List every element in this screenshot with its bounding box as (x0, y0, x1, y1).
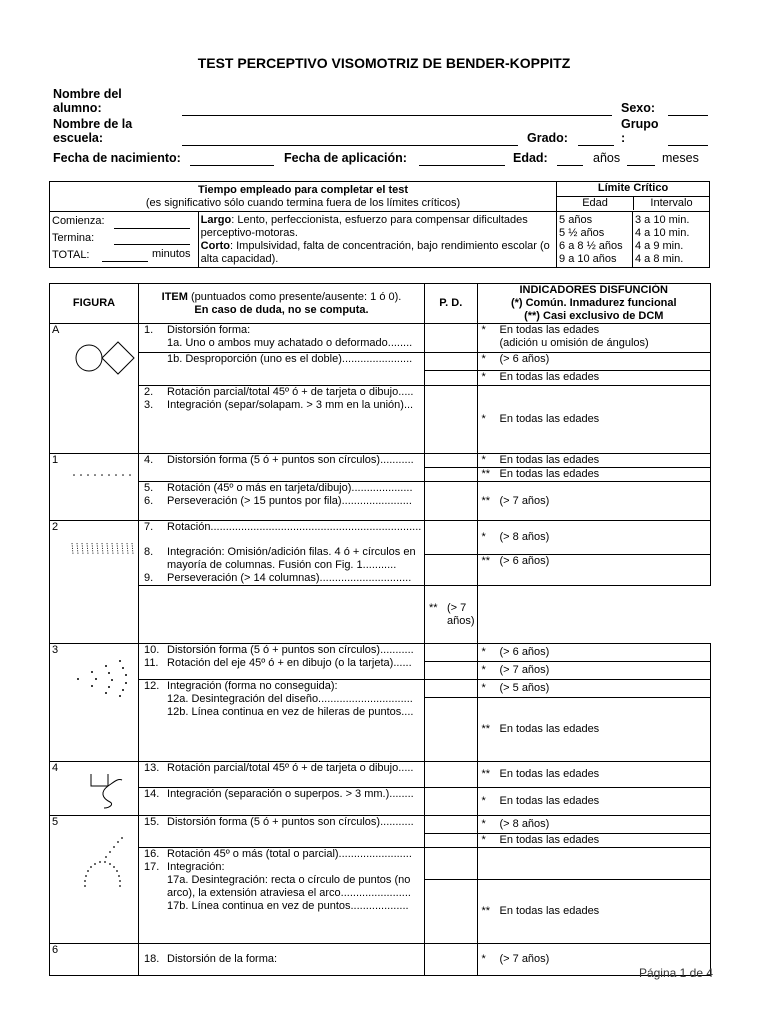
col-item-label: ITEM (161, 290, 188, 303)
indicator-star: * (481, 664, 486, 676)
col-pd-header: P. D. (424, 284, 477, 324)
item-number: 8. (144, 546, 154, 558)
indicator-star: * (481, 953, 486, 965)
indicator-text: En todas las edades (499, 834, 600, 846)
col-ind-line2: (*) Común. Inmadurez funcional (510, 297, 677, 309)
indicador-cell (477, 816, 711, 834)
pd-input[interactable] (424, 521, 477, 555)
indicador-cell (477, 834, 711, 848)
indicator-star: ** (481, 494, 491, 507)
col-item-header (139, 284, 425, 324)
indicator-star: * (481, 682, 486, 694)
item-number: 15. (144, 816, 160, 828)
indicator-text: (> 6 años) (499, 353, 550, 365)
item-number: 7. (144, 521, 154, 533)
indicator-text: (> 7 años) (499, 953, 550, 965)
item-7 (139, 521, 425, 586)
figura-3-drawing (72, 658, 132, 698)
item-number: 16. (144, 848, 160, 860)
figura-label: A (52, 324, 60, 336)
indicator-star: ** (481, 768, 491, 780)
item-text: Integración (separación o superpos. > 3 mm.)........ (167, 788, 414, 800)
fecha-nacimiento-field[interactable] (190, 165, 274, 166)
item-12 (139, 680, 425, 762)
tiempo-heading-text: Tiempo empleado para completar el test (197, 183, 409, 196)
indicator-text: En todas las edades (499, 723, 600, 735)
figura-5-drawing (80, 836, 130, 892)
indicador-cell (477, 680, 711, 698)
item-text: 1b. Desproporción (uno es el doble)....................... (167, 353, 413, 365)
indicator-text: (> 6 años) (499, 646, 550, 658)
figura-4-cell (50, 762, 139, 816)
tiempo-table (49, 181, 710, 268)
item-text: Rotación del eje 45º ó + en dibujo (o la tarjeta)...... (167, 657, 412, 669)
pd-input[interactable] (424, 848, 477, 880)
item-number: 11. (144, 657, 159, 669)
indicator-star: * (481, 646, 486, 658)
item-14 (139, 788, 425, 816)
indicator-star: ** (481, 723, 491, 735)
pd-input[interactable] (424, 880, 477, 944)
indicator-text: (adición u omisión de ángulos) (499, 337, 649, 349)
item-text: Rotación parcial/total 45º ó + de tarjeta o dibujo..... (167, 386, 414, 398)
indicator-text: En todas las edades (499, 795, 600, 807)
indicator-text: En todas las edades (499, 468, 600, 480)
pd-input[interactable] (424, 468, 477, 482)
indicator-star: * (481, 818, 486, 830)
edad-value: 5 ½ años (559, 227, 605, 239)
figura-4-drawing (88, 766, 128, 810)
indicador-cell (477, 324, 711, 353)
item-number: 4. (144, 454, 154, 466)
comienza-label: Comienza: (52, 215, 105, 227)
indicator-star: ** (481, 905, 491, 917)
grado-label: Grado: (527, 131, 568, 145)
largo-desc: : Lento, perfeccionista, esfuerzo para compensar dificultades perceptivo-motoras. (200, 214, 528, 239)
item-13 (139, 762, 425, 788)
tiempo-descripcion (198, 212, 556, 268)
item-text: Integración: (167, 861, 225, 873)
edad-value: 5 años (559, 214, 593, 226)
pd-input[interactable] (424, 788, 477, 816)
item-number: 10. (144, 644, 160, 656)
indicator-text: En todas las edades (499, 371, 600, 383)
figura-a-cell (50, 324, 139, 454)
items-16-17 (139, 848, 425, 944)
pd-input[interactable] (424, 680, 477, 698)
pd-input[interactable] (424, 482, 477, 521)
items-2-3 (139, 386, 425, 454)
pd-input[interactable] (424, 353, 477, 371)
intervalo-value: 3 a 10 min. (635, 214, 690, 226)
indicator-star: * (481, 324, 486, 336)
item-number: 9. (144, 572, 154, 584)
edad-anos-field[interactable] (557, 165, 583, 166)
intervalo-value: 4 a 8 min. (635, 253, 684, 265)
indicador-cell (477, 698, 711, 762)
figura-label: 6 (52, 944, 59, 956)
indicator-text: (> 7 años) (499, 494, 550, 507)
pd-input[interactable] (424, 371, 477, 386)
item-text: Rotación 45º o más (total o parcial)........................ (167, 848, 412, 860)
pd-input[interactable] (424, 834, 477, 848)
indicator-star: * (481, 834, 486, 846)
corto-label: Corto (200, 240, 230, 252)
pd-input[interactable] (424, 454, 477, 468)
page-number: Página 1 de 4 (638, 966, 713, 980)
indicador-cell (477, 353, 711, 371)
figura-3-cell (50, 644, 139, 762)
termina-field[interactable] (114, 244, 190, 245)
item-text: Perseveración (> 14 columnas).............................. (167, 572, 412, 584)
indicator-star: ** (481, 555, 491, 568)
item-text: Distorsión forma (5 ó + puntos son círculos)........... (167, 816, 414, 828)
indicator-text: En todas las edades (499, 768, 600, 780)
item-text: Distorsión forma (5 ó + puntos son círculos)........... (167, 454, 414, 466)
item-text: 12b. Línea continua en vez de hileras de puntos.... (167, 706, 414, 718)
item-text: Integración: Omisión/adición filas. 4 ó + círculos en mayoría de columnas. Fusión con Fig. 1........... (167, 546, 416, 571)
indicator-text: En todas las edades (499, 413, 600, 425)
fecha-aplicacion-label: Fecha de aplicación: (284, 151, 407, 165)
intervalo-value: 4 a 9 min. (635, 240, 684, 252)
nombre-alumno-field[interactable] (182, 115, 612, 116)
indicador-cell-empty (477, 848, 711, 880)
pd-input[interactable] (139, 586, 425, 644)
indicator-star: * (481, 531, 486, 544)
document-title: TEST PERCEPTIVO VISOMOTRIZ DE BENDER-KOPPITZ (197, 55, 571, 71)
indicator-text: En todas las edades (499, 324, 600, 336)
nombre-alumno-label: Nombre del alumno: (53, 87, 122, 115)
item-number: 6. (144, 495, 154, 507)
figura-2-cell (50, 521, 139, 644)
indicador-cell (477, 371, 711, 386)
indicator-text: (> 6 años) (499, 555, 550, 568)
col-ind-line1: INDICADORES DISFUNCIÓN (519, 284, 668, 296)
anos-label: años (593, 151, 621, 165)
pd-input[interactable] (424, 555, 477, 586)
indicador-cell (477, 521, 711, 555)
total-label: TOTAL: (52, 249, 90, 261)
figura-1-drawing (72, 472, 134, 478)
minutos-label: minutos (152, 248, 191, 260)
figura-label: 5 (52, 816, 59, 828)
item-15 (139, 816, 425, 848)
intervalos-cell (633, 212, 710, 268)
item-number: 17. (144, 861, 160, 873)
figura-1-cell (50, 454, 139, 521)
item-text: Integración (forma no conseguida): (167, 680, 338, 692)
col-item-note: En caso de duda, no se computa. (194, 303, 369, 316)
total-field[interactable] (102, 261, 148, 262)
item-text: Distorsión de la forma: (167, 953, 278, 965)
indicator-text: (> 7 años) (446, 601, 475, 627)
indicator-star: * (481, 454, 486, 466)
item-text: 12a. Desintegración del diseño............................... (167, 693, 413, 705)
indicador-cell (424, 586, 477, 644)
fecha-nacimiento-label: Fecha de nacimiento: (53, 151, 181, 165)
indicador-cell (477, 555, 711, 586)
figura-2-drawing (70, 541, 136, 557)
item-1 (139, 324, 425, 353)
indicador-cell (477, 644, 711, 662)
comienza-field[interactable] (114, 228, 190, 229)
edad-label: Edad: (513, 151, 548, 165)
figura-a-drawing (70, 336, 140, 380)
fecha-aplicacion-field[interactable] (419, 165, 505, 166)
figura-5-cell (50, 816, 139, 944)
item-number: 3. (144, 399, 154, 411)
item-1b (139, 353, 425, 386)
item-number: 18. (144, 953, 160, 965)
tiempo-fields (50, 212, 199, 268)
indicator-text: En todas las edades (499, 454, 600, 466)
indicador-cell (477, 880, 711, 944)
item-text: 17a. Desintegración: recta o círculo de puntos (no arco), la extensión atraviesa el arco....................... (167, 874, 411, 899)
indicador-cell (477, 482, 711, 521)
nombre-escuela-field[interactable] (182, 145, 518, 146)
col-item-desc: (puntuados como presente/ausente: 1 ó 0). (187, 290, 402, 303)
edad-value: 9 a 10 años (559, 253, 617, 265)
intervalo-col-header: Intervalo (650, 197, 693, 209)
items-5-6 (139, 482, 425, 521)
limite-critico-header (557, 182, 710, 212)
item-number: 12. (144, 680, 160, 692)
item-text: Rotación (45º o más en tarjeta/dibujo).................... (167, 482, 413, 494)
indicator-text: (> 8 años) (499, 818, 550, 830)
indicator-star: * (481, 371, 486, 383)
item-text: Distorsión forma: (167, 324, 251, 336)
pd-input[interactable] (424, 662, 477, 680)
item-number: 2. (144, 386, 154, 398)
nombre-escuela-label: Nombre de la escuela: (53, 117, 133, 145)
item-text: Perseveración (> 15 puntos por fila)....................... (167, 495, 412, 507)
items-table (49, 283, 711, 976)
indicador-cell (477, 468, 711, 482)
item-18 (139, 944, 425, 976)
col-ind-line3: (**) Casi exclusivo de DCM (524, 310, 664, 322)
item-number: 1. (144, 324, 154, 336)
item-text: Rotación..................................................................... (167, 521, 422, 533)
limite-critico-heading: Límite Crítico (557, 182, 709, 197)
item-number: 5. (144, 482, 154, 494)
edades-cell (557, 212, 633, 268)
edad-meses-field[interactable] (627, 165, 655, 166)
indicator-star: ** (481, 468, 491, 480)
pd-input[interactable] (424, 386, 477, 454)
edad-value: 6 a 8 ½ años (559, 240, 623, 252)
grado-field[interactable] (578, 145, 614, 146)
largo-label: Largo (200, 214, 232, 226)
grupo-label: Grupo : (621, 117, 659, 145)
tiempo-heading (50, 182, 557, 212)
figura-label: 1 (52, 454, 59, 466)
figura-label: 2 (52, 521, 59, 533)
sexo-field[interactable] (668, 115, 708, 116)
indicator-star: ** (428, 601, 438, 614)
item-text: Integración (separ/solapam. > 3 mm en la unión)... (167, 399, 414, 411)
item-10 (139, 644, 425, 680)
sexo-label: Sexo: (621, 101, 656, 115)
meses-label: meses (662, 151, 699, 165)
indicador-cell (477, 454, 711, 468)
item-4 (139, 454, 425, 482)
largo-text (201, 214, 554, 240)
pd-input[interactable] (424, 816, 477, 834)
col-figura-header: FIGURA (50, 284, 139, 324)
pd-input[interactable] (424, 324, 477, 353)
item-text: Rotación parcial/total 45º ó + de tarjeta o dibujo..... (167, 762, 414, 774)
figura-6-cell (50, 944, 139, 976)
pd-input[interactable] (424, 644, 477, 662)
item-number: 13. (144, 762, 160, 774)
corto-desc: : Impulsividad, falta de concentración, bajo rendimiento escolar (o alta capacidad). (200, 240, 550, 265)
col-indicadores-header (477, 284, 711, 324)
intervalo-value: 4 a 10 min. (635, 227, 690, 239)
indicator-text: En todas las edades (499, 905, 600, 917)
indicador-cell (477, 386, 711, 454)
indicador-cell (477, 762, 711, 788)
figura-label: 4 (52, 762, 59, 774)
item-text: Distorsión forma (5 ó + puntos son círculos)........... (167, 644, 414, 656)
grupo-field[interactable] (668, 145, 708, 146)
indicator-text: (> 8 años) (499, 531, 550, 544)
indicator-star: * (481, 413, 486, 425)
figura-label: 3 (52, 644, 59, 656)
indicador-cell (477, 788, 711, 816)
indicator-star: * (481, 353, 486, 365)
termina-label: Termina: (52, 232, 95, 244)
edad-col-header: Edad (557, 197, 634, 210)
indicador-cell (477, 662, 711, 680)
item-text: 1a. Uno o ambos muy achatado o deformado........ (167, 337, 413, 349)
tiempo-subheading: (es significativo sólo cuando termina fuera de los límites críticos) (145, 196, 461, 209)
pd-input[interactable] (424, 762, 477, 788)
indicator-text: (> 7 años) (499, 664, 550, 676)
pd-input[interactable] (424, 698, 477, 762)
indicator-star: * (481, 795, 486, 807)
pd-input[interactable] (424, 944, 477, 976)
item-number: 14. (144, 788, 160, 800)
corto-text (201, 240, 554, 266)
indicator-text: (> 5 años) (499, 682, 550, 694)
item-text: 17b. Línea continua en vez de puntos................... (167, 900, 409, 912)
